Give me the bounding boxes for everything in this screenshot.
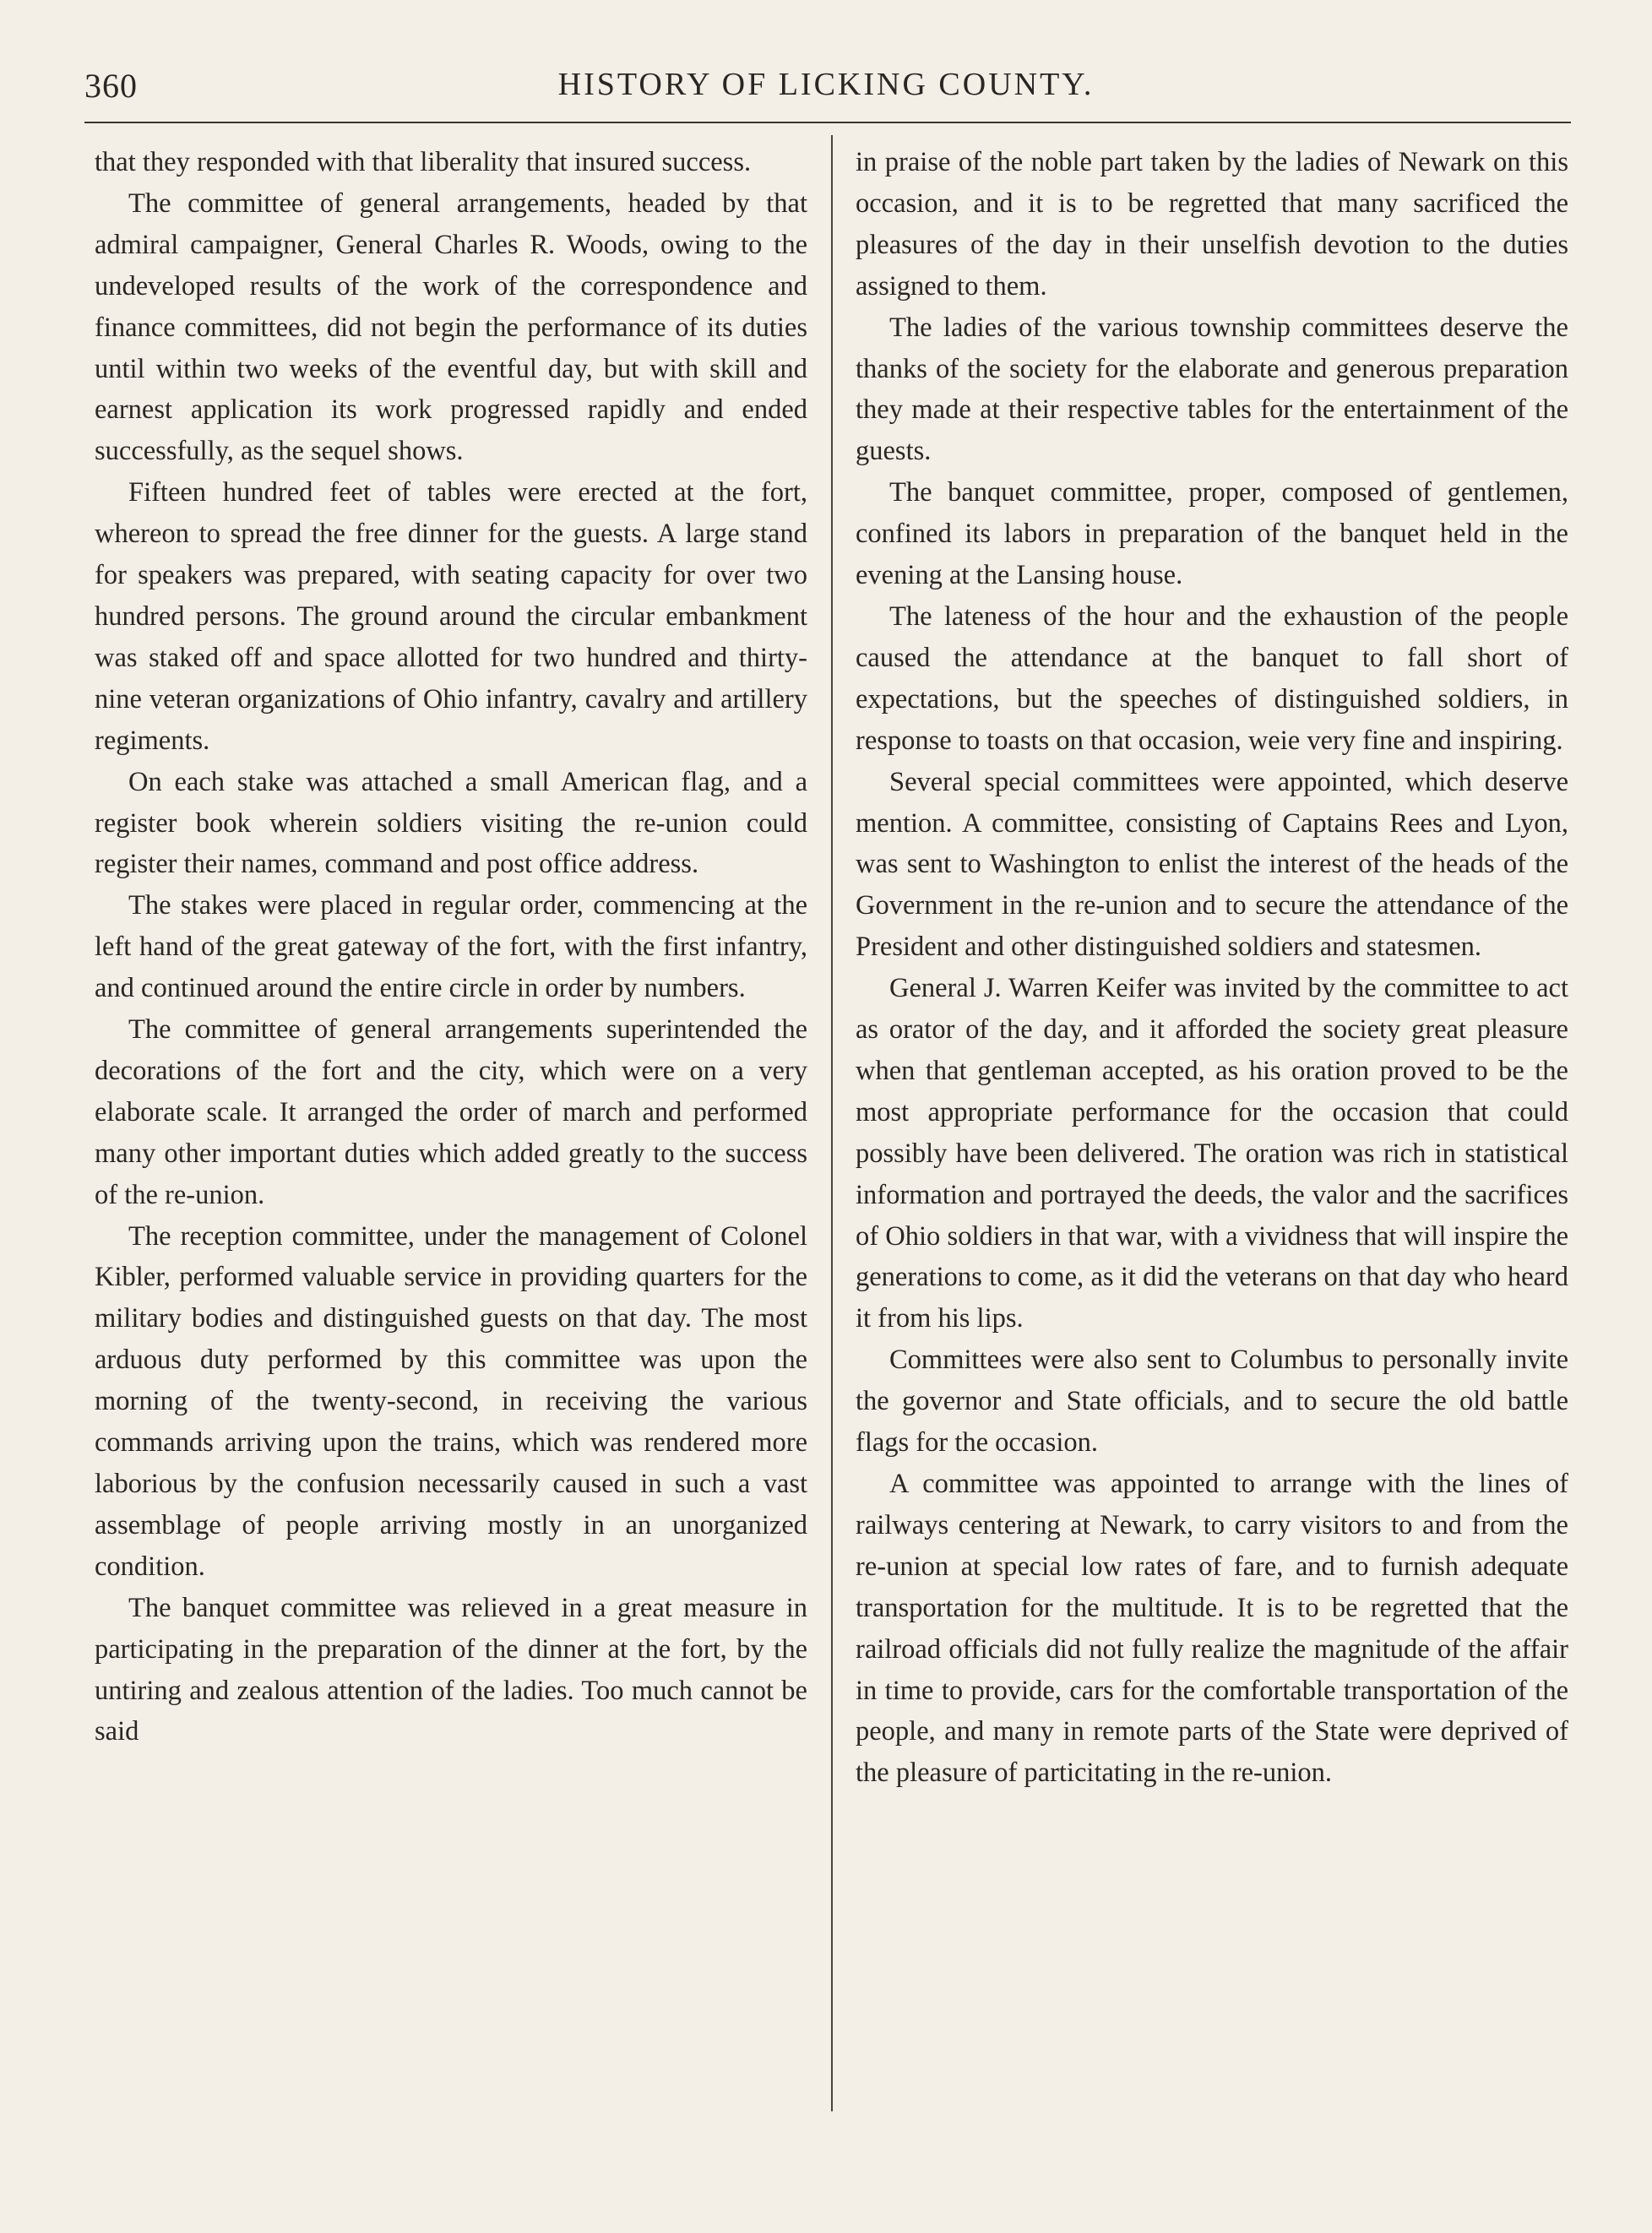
left-column <box>95 142 807 1752</box>
page-number: 360 <box>84 67 138 105</box>
paragraph: Fifteen hundred feet of tables were erected at the fort, whereon to spread the free dinner for the guests. A large stand for speakers was prepared, with seating capacity for over two hundred persons. The ground around the circular embankment was staked off and space allotted for two hundred and thirty-nine veteran organizations of Ohio infantry, cavalry and artillery regiments. <box>95 477 807 756</box>
column-divider <box>831 135 833 2111</box>
running-title: HISTORY OF LICKING COUNTY. <box>557 67 1095 102</box>
paragraph: Several special committees were appointed, which deserve mention. A committee, consisting of Captains Rees and Lyon, was sent to Washington to enlist the interest of the heads of the Government in the re-union and to secure the attendance of the President and other distinguished soldiers and statesmen. <box>856 766 1568 963</box>
paragraph: The ladies of the various township committees deserve the thanks of the society for the elaborate and generous preparation they made at their respective tables for the entertainment of the guests. <box>856 312 1568 467</box>
paragraph: The stakes were placed in regular order, commencing at the left hand of the great gateway of the fort, with the first infantry, and continued around the entire circle in order by numbers. <box>95 890 807 1004</box>
paragraph: that they responded with that liberality that insured success. <box>95 147 752 177</box>
paragraph: The banquet committee, proper, composed of gentlemen, confined its labors in preparation of the banquet held in the evening at the Lansing house. <box>856 477 1568 591</box>
paragraph: Committees were also sent to Columbus to personally invite the governor and State officials, and to secure the old battle flags for the occasion. <box>856 1345 1568 1459</box>
paragraph: The banquet committee was relieved in a great measure in participating in the preparation of the dinner at the fort, by the untiring and zealous attention of the ladies. Too much cannot be said <box>95 1592 807 1747</box>
header-rule <box>84 122 1571 123</box>
paragraph: On each stake was attached a small American flag, and a register book wherein soldiers visiting the re-union could register their names, command and post office address. <box>95 766 807 880</box>
paragraph: The committee of general arrangements, headed by that admiral campaigner, General Charles R. Woods, owing to the undeveloped results of the work of the correspondence and finance committees, did not begin the performance of its duties until within two weeks of the eventful day, but with skill and earnest application its work progressed rapidly and ended successfully, as the sequel shows. <box>95 187 807 467</box>
paragraph: General J. Warren Keifer was invited by the committee to act as orator of the day, and it afforded the society great pleasure when that gentleman accepted, as his oration proved to be the most appropriate performance for the occasion that could possibly have been delivered. The oration was rich in statistical information and portrayed the deeds, the valor and the sacrifices of Ohio soldiers in that war, with a vividness that will inspire the generations to come, as it did the veterans on that day who heard it from his lips. <box>856 973 1568 1334</box>
paragraph: The lateness of the hour and the exhaustion of the people caused the attendance at the banquet to fall short of expectations, but the speeches of distinguished soldiers, in response to toasts on that occasion, weie very fine and inspiring. <box>856 600 1568 756</box>
paragraph: A committee was appointed to arrange with the lines of railways centering at Newark, to carry visitors to and from the re-union at special low rates of fare, and to furnish adequate transportation for the multitude. It is to be regretted that the railroad officials did not fully realize the magnitude of the affair in time to provide, cars for the comfortable transportation of the people, and many in remote parts of the State were deprived of the pleasure of particitating in the re-union. <box>856 1469 1568 1789</box>
right-column <box>856 142 1568 1794</box>
paragraph: in praise of the noble part taken by the ladies of Newark on this occasion, and it is to be regretted that many sacrificed the pleasures of the day in their unselfish devotion to the duties assigned to them. <box>856 147 1568 302</box>
paragraph: The committee of general arrangements superintended the decorations of the fort and the city, which were on a very elaborate scale. It arranged the order of march and performed many other important duties which added greatly to the success of the re-union. <box>95 1014 807 1210</box>
paragraph: The reception committee, under the management of Colonel Kibler, performed valuable service in providing quarters for the military bodies and distinguished guests on that day. The most arduous duty performed by this committee was upon the morning of the twenty-second, in receiving the various commands arriving upon the trains, which was rendered more laborious by the confusion necessarily caused in such a vast assemblage of people arriving mostly in an unorganized condition. <box>95 1220 807 1582</box>
